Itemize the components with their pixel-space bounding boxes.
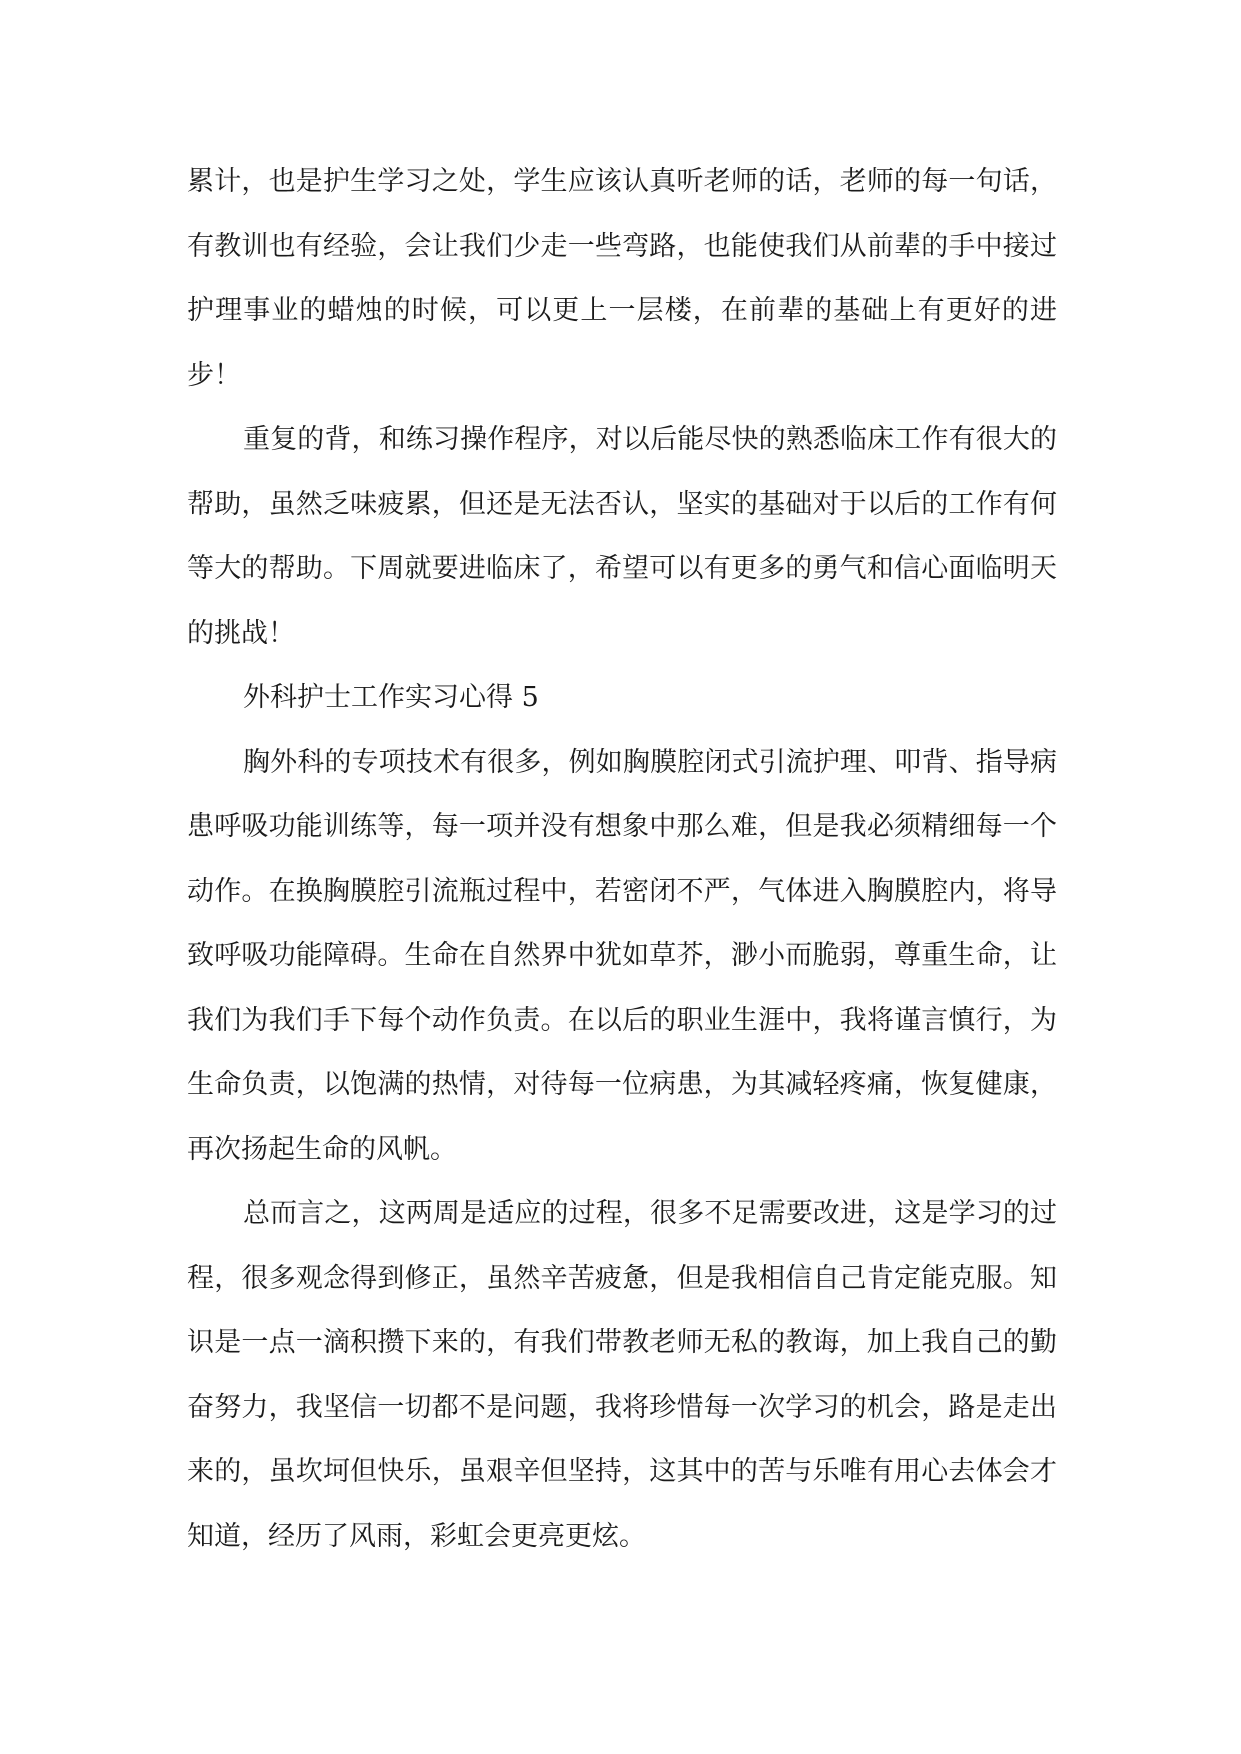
paragraph-repetition-practice: 重复的背，和练习操作程序，对以后能尽快的熟悉临床工作有很大的帮助，虽然乏味疲累，但还是无法否认，坚实的基础对于以后的工作有何等大的帮助。下周就要进临床了，希望可以有更多的勇气和信心面临明天的挑战！	[187, 424, 1057, 649]
paragraph-summary: 总而言之，这两周是适应的过程，很多不足需要改进，这是学习的过程，很多观念得到修正，虽然辛苦疲惫，但是我相信自己肯定能克服。知识是一点一滴积攒下来的，有我们带教老师无私的教诲，加上我自己的勤奋努力，我坚信一切都不是问题，我将珍惜每一次学习的机会，路是走出来的，虽坎坷但快乐，虽艰辛但坚持，这其中的苦与乐唯有用心去体会才知道，经历了风雨，彩虹会更亮更炫。	[187, 1198, 1057, 1552]
section-heading: 外科护士工作实习心得 5	[243, 682, 539, 713]
paragraph-thoracic-surgery: 胸外科的专项技术有很多，例如胸膜腔闭式引流护理、叩背、指导病患呼吸功能训练等，每一项并没有想象中那么难，但是我必须精细每一个动作。在换胸膜腔引流瓶过程中，若密闭不严，气体进入胸膜腔内，将导致呼吸功能障碍。生命在自然界中犹如草芥，渺小而脆弱，尊重生命，让我们为我们手下每个动作负责。在以后的职业生涯中，我将谨言慎行，为生命负责，以饱满的热情，对待每一位病患，为其减轻疼痛，恢复健康，再次扬起生命的风帆。	[187, 746, 1057, 1165]
document-page	[187, 150, 1057, 1569]
paragraph-continued: 累计，也是护生学习之处，学生应该认真听老师的话，老师的每一句话，有教训也有经验，会让我们少走一些弯路，也能使我们从前辈的手中接过护理事业的蜡烛的时候，可以更上一层楼，在前辈的基础上有更好的进步！	[187, 166, 1057, 391]
